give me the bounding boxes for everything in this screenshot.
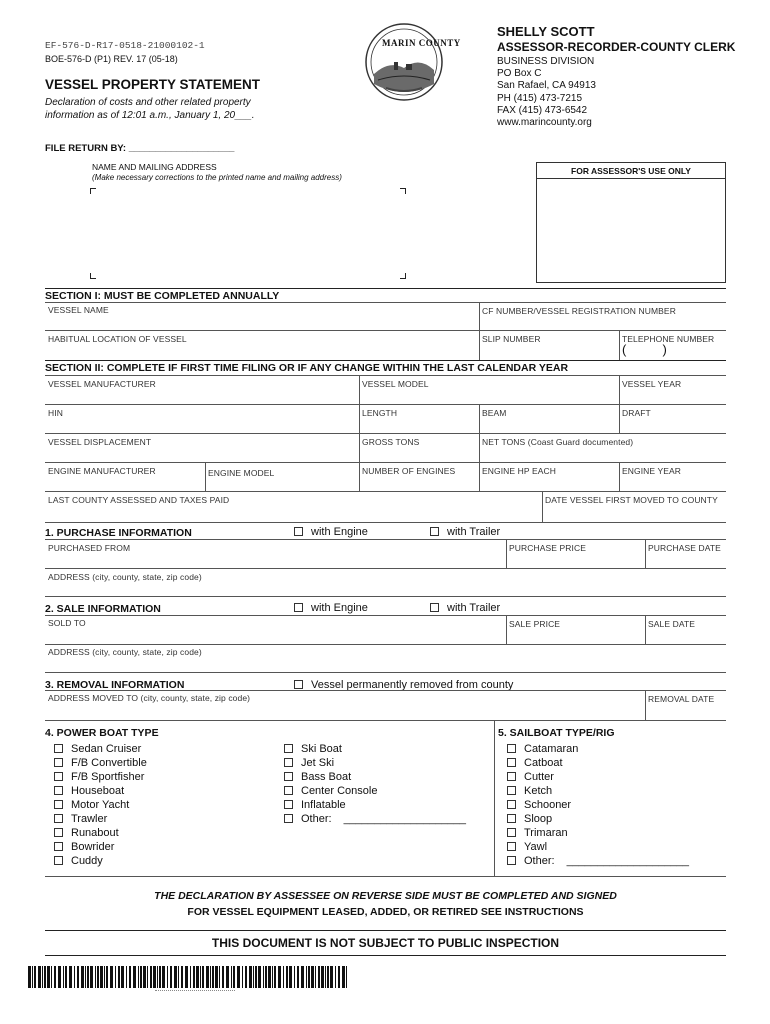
length-label: LENGTH bbox=[362, 408, 398, 418]
purchase-date-field[interactable] bbox=[647, 553, 725, 567]
engine-model-label: ENGINE MODEL bbox=[208, 468, 275, 478]
vessel-name-label: VESSEL NAME bbox=[48, 305, 109, 315]
checkbox-label: with Trailer bbox=[447, 602, 501, 614]
sale-with-trailer[interactable] bbox=[430, 601, 500, 615]
date-moved-field[interactable] bbox=[544, 507, 725, 521]
cf-number-label: CF NUMBER/VESSEL REGISTRATION NUMBER bbox=[482, 306, 676, 316]
sailboat-option[interactable]: Trimaran bbox=[507, 826, 689, 840]
form-code: EF-576-D-R17-0518-21000102-1 bbox=[45, 40, 205, 51]
gross-tons-field[interactable] bbox=[361, 448, 478, 461]
website-link[interactable]: www.marincounty.org bbox=[497, 117, 592, 129]
checkbox-label: with Trailer bbox=[447, 526, 501, 538]
engine-manufacturer-label: ENGINE MANUFACTURER bbox=[48, 466, 156, 476]
power-boat-col1 bbox=[54, 742, 147, 868]
sailboat-option[interactable]: Yawl bbox=[507, 840, 689, 854]
mailing-address-area[interactable] bbox=[92, 190, 400, 278]
vessel-manufacturer-label: VESSEL MANUFACTURER bbox=[48, 379, 156, 389]
assessor-use-box bbox=[536, 162, 726, 283]
purchase-price-field[interactable] bbox=[508, 553, 644, 567]
sailboat-option[interactable]: Ketch bbox=[507, 784, 689, 798]
sailboat-option[interactable]: Sloop bbox=[507, 812, 689, 826]
sold-to-field[interactable] bbox=[46, 629, 505, 643]
divider bbox=[45, 288, 726, 289]
purchase-with-engine[interactable] bbox=[294, 525, 368, 539]
length-field[interactable] bbox=[361, 419, 478, 432]
divider bbox=[45, 615, 726, 616]
displacement-field[interactable] bbox=[46, 448, 358, 461]
last-county-label: LAST COUNTY ASSESSED AND TAXES PAID bbox=[48, 495, 230, 505]
power-boat-option[interactable]: Motor Yacht bbox=[54, 798, 147, 812]
mailing-address-label: NAME AND MAILING ADDRESS bbox=[92, 162, 217, 172]
power-boat-other[interactable]: Other: ____________________ bbox=[284, 812, 466, 826]
power-boat-option[interactable]: Inflatable bbox=[284, 798, 466, 812]
barcode-caption-mark bbox=[155, 990, 235, 993]
vessel-name-field[interactable] bbox=[46, 316, 478, 330]
power-boat-option[interactable]: Bass Boat bbox=[284, 770, 466, 784]
divider bbox=[45, 955, 726, 956]
divider bbox=[45, 930, 726, 931]
draft-label: DRAFT bbox=[622, 408, 651, 418]
divider bbox=[619, 462, 620, 491]
mailing-address-note: (Make necessary corrections to the printed name and mailing address) bbox=[92, 173, 342, 182]
section1-title: SECTION I: MUST BE COMPLETED ANNUALLY bbox=[45, 290, 280, 302]
draft-field[interactable] bbox=[621, 419, 725, 432]
address-line: FAX (415) 473-6542 bbox=[497, 104, 588, 116]
checkbox[interactable] bbox=[294, 603, 303, 612]
power-boat-option[interactable]: Cuddy bbox=[54, 854, 147, 868]
power-boat-option[interactable]: F/B Sportfisher bbox=[54, 770, 147, 784]
last-county-field[interactable] bbox=[46, 507, 541, 521]
address-line: PH (415) 473-7215 bbox=[497, 92, 583, 104]
form-number: BOE-576-D (P1) REV. 17 (05-18) bbox=[45, 54, 178, 64]
sale-address-field[interactable] bbox=[46, 657, 725, 671]
county-seal-icon bbox=[364, 22, 444, 102]
declaration-line-2: FOR VESSEL EQUIPMENT LEASED, ADDED, OR RETIRED SEE INSTRUCTIONS bbox=[187, 906, 584, 918]
divider bbox=[645, 690, 646, 720]
checkbox[interactable] bbox=[294, 527, 303, 536]
power-boat-col2 bbox=[284, 742, 466, 826]
vessel-model-label: VESSEL MODEL bbox=[362, 379, 429, 389]
checkbox[interactable] bbox=[430, 603, 439, 612]
number-engines-field[interactable] bbox=[361, 478, 478, 490]
power-boat-option[interactable]: F/B Convertible bbox=[54, 756, 147, 770]
habitual-location-field[interactable] bbox=[46, 344, 478, 358]
checkbox[interactable] bbox=[294, 680, 303, 689]
sailboat-other-field[interactable]: ____________________ bbox=[566, 855, 689, 867]
declaration-line-1: THE DECLARATION BY ASSESSEE ON REVERSE SIDE MUST BE COMPLETED AND SIGNED bbox=[154, 890, 617, 902]
power-boat-option[interactable]: Trawler bbox=[54, 812, 147, 826]
purchase-address-field[interactable] bbox=[46, 582, 725, 595]
divider bbox=[542, 491, 543, 522]
purchase-date-label: PURCHASE DATE bbox=[648, 543, 721, 553]
divider bbox=[45, 302, 726, 303]
engine-year-label: ENGINE YEAR bbox=[622, 466, 682, 476]
form-subtitle-1: Declaration of costs and other related property bbox=[45, 97, 251, 108]
power-boat-option[interactable]: Ski Boat bbox=[284, 742, 466, 756]
purchase-with-trailer[interactable] bbox=[430, 525, 500, 539]
divider bbox=[45, 522, 726, 523]
divider bbox=[45, 568, 726, 569]
vessel-manufacturer-field[interactable] bbox=[46, 390, 358, 403]
power-boat-option[interactable]: Sedan Cruiser bbox=[54, 742, 147, 756]
form-subtitle-2: information as of 12:01 a.m., January 1, 20___. bbox=[45, 110, 255, 121]
divider bbox=[645, 615, 646, 644]
address-line: PO Box C bbox=[497, 68, 542, 80]
sailboat-option[interactable]: Schooner bbox=[507, 798, 689, 812]
divider bbox=[45, 876, 726, 877]
sale-price-field[interactable] bbox=[508, 629, 644, 643]
divider bbox=[45, 360, 726, 361]
purchased-from-field[interactable] bbox=[46, 553, 505, 567]
engine-hp-field[interactable] bbox=[481, 478, 618, 490]
divider bbox=[45, 433, 726, 434]
hin-label: HIN bbox=[48, 408, 63, 418]
sailboat-title: 5. SAILBOAT TYPE/RIG bbox=[498, 727, 615, 739]
sale-address-label: ADDRESS (city, county, state, zip code) bbox=[48, 647, 202, 657]
power-boat-option[interactable]: Jet Ski bbox=[284, 756, 466, 770]
telephone-field[interactable]: ( ) bbox=[622, 342, 667, 357]
removal-title: 3. REMOVAL INFORMATION bbox=[45, 679, 185, 691]
divider bbox=[619, 330, 620, 360]
power-boat-title: 4. POWER BOAT TYPE bbox=[45, 727, 159, 739]
beam-field[interactable] bbox=[481, 419, 618, 432]
corner-mark bbox=[400, 188, 406, 194]
slip-number-field[interactable] bbox=[480, 344, 618, 358]
divider bbox=[494, 720, 495, 876]
file-return-by[interactable]: FILE RETURN BY: ____________________ bbox=[45, 143, 235, 154]
checkbox[interactable] bbox=[430, 527, 439, 536]
checkbox-label: with Engine bbox=[311, 602, 368, 614]
purchase-address-label: ADDRESS (city, county, state, zip code) bbox=[48, 572, 202, 582]
office-address bbox=[497, 56, 596, 129]
vessel-year-field[interactable] bbox=[621, 390, 725, 403]
corner-mark bbox=[400, 273, 406, 279]
assessor-use-label: FOR ASSESSOR'S USE ONLY bbox=[537, 163, 725, 179]
divider bbox=[619, 375, 620, 404]
hin-field[interactable] bbox=[46, 419, 358, 432]
vessel-year-label: VESSEL YEAR bbox=[622, 379, 682, 389]
assessor-name: SHELLY SCOTT bbox=[497, 24, 595, 39]
power-boat-option[interactable]: Bowrider bbox=[54, 840, 147, 854]
divider bbox=[45, 375, 726, 376]
net-tons-label: NET TONS (Coast Guard documented) bbox=[482, 437, 634, 447]
divider bbox=[479, 404, 480, 491]
sale-date-field[interactable] bbox=[647, 629, 725, 643]
divider bbox=[359, 375, 360, 491]
removal-address-label: ADDRESS MOVED TO (city, county, state, zip code) bbox=[48, 693, 251, 703]
checkbox-label: Vessel permanently removed from county bbox=[311, 679, 514, 691]
net-tons-field[interactable] bbox=[481, 448, 725, 461]
checkbox-label: with Engine bbox=[311, 526, 368, 538]
divider bbox=[506, 539, 507, 568]
engine-model-field[interactable] bbox=[207, 479, 358, 490]
divider bbox=[45, 690, 726, 691]
divider bbox=[205, 462, 206, 491]
address-line: San Rafael, CA 94913 bbox=[497, 80, 596, 92]
removal-date-field[interactable] bbox=[647, 706, 725, 719]
sale-price-label: SALE PRICE bbox=[509, 619, 561, 629]
number-engines-label: NUMBER OF ENGINES bbox=[362, 466, 456, 476]
divider bbox=[45, 462, 726, 463]
divider bbox=[45, 491, 726, 492]
removal-date-label: REMOVAL DATE bbox=[648, 694, 715, 704]
form-title: VESSEL PROPERTY STATEMENT bbox=[45, 77, 261, 92]
divider bbox=[45, 672, 726, 673]
engine-hp-label: ENGINE HP EACH bbox=[482, 466, 556, 476]
sailboat-option[interactable]: Catamaran bbox=[507, 742, 689, 756]
slip-number-label: SLIP NUMBER bbox=[482, 334, 541, 344]
divider bbox=[506, 615, 507, 644]
removal-address-field[interactable] bbox=[46, 704, 644, 719]
engine-manufacturer-field[interactable] bbox=[46, 478, 204, 490]
sailboat-col bbox=[507, 742, 689, 868]
power-boat-other-field[interactable]: ____________________ bbox=[343, 813, 466, 825]
sale-date-label: SALE DATE bbox=[648, 619, 696, 629]
purchase-price-label: PURCHASE PRICE bbox=[509, 543, 586, 553]
cf-number-field[interactable] bbox=[480, 318, 726, 330]
vessel-model-field[interactable] bbox=[361, 390, 618, 403]
sailboat-option[interactable]: Cutter bbox=[507, 770, 689, 784]
divider bbox=[619, 404, 620, 433]
divider bbox=[45, 720, 726, 721]
divider bbox=[45, 539, 726, 540]
habitual-location-label: HABITUAL LOCATION OF VESSEL bbox=[48, 334, 187, 344]
divider bbox=[45, 596, 726, 597]
gross-tons-label: GROSS TONS bbox=[362, 437, 420, 447]
power-boat-option[interactable]: Houseboat bbox=[54, 784, 147, 798]
public-notice: THIS DOCUMENT IS NOT SUBJECT TO PUBLIC INSPECTION bbox=[211, 936, 560, 950]
engine-year-field[interactable] bbox=[621, 478, 725, 490]
assessor-title: ASSESSOR-RECORDER-COUNTY CLERK bbox=[497, 40, 736, 54]
power-boat-option[interactable]: Runabout bbox=[54, 826, 147, 840]
beam-label: BEAM bbox=[482, 408, 507, 418]
divider bbox=[45, 644, 726, 645]
section2-title: SECTION II: COMPLETE IF FIRST TIME FILING OR IF ANY CHANGE WITHIN THE LAST CALENDAR YEAR bbox=[45, 362, 569, 374]
barcode-icon bbox=[28, 966, 350, 988]
divider bbox=[45, 330, 726, 331]
sale-title: 2. SALE INFORMATION bbox=[45, 603, 161, 615]
divider bbox=[645, 539, 646, 568]
sold-to-label: SOLD TO bbox=[48, 618, 86, 628]
date-moved-label: DATE VESSEL FIRST MOVED TO COUNTY bbox=[545, 495, 718, 505]
sailboat-other[interactable]: Other: ____________________ bbox=[507, 854, 689, 868]
power-boat-option[interactable]: Center Console bbox=[284, 784, 466, 798]
sailboat-option[interactable]: Catboat bbox=[507, 756, 689, 770]
address-line: BUSINESS DIVISION bbox=[497, 56, 595, 67]
telephone-label: TELEPHONE NUMBER bbox=[622, 334, 715, 344]
sale-with-engine[interactable] bbox=[294, 601, 368, 615]
seal-text: MARIN COUNTY bbox=[382, 38, 461, 48]
purchase-title: 1. PURCHASE INFORMATION bbox=[45, 527, 192, 539]
divider bbox=[45, 404, 726, 405]
displacement-label: VESSEL DISPLACEMENT bbox=[48, 437, 152, 447]
purchased-from-label: PURCHASED FROM bbox=[48, 543, 131, 553]
